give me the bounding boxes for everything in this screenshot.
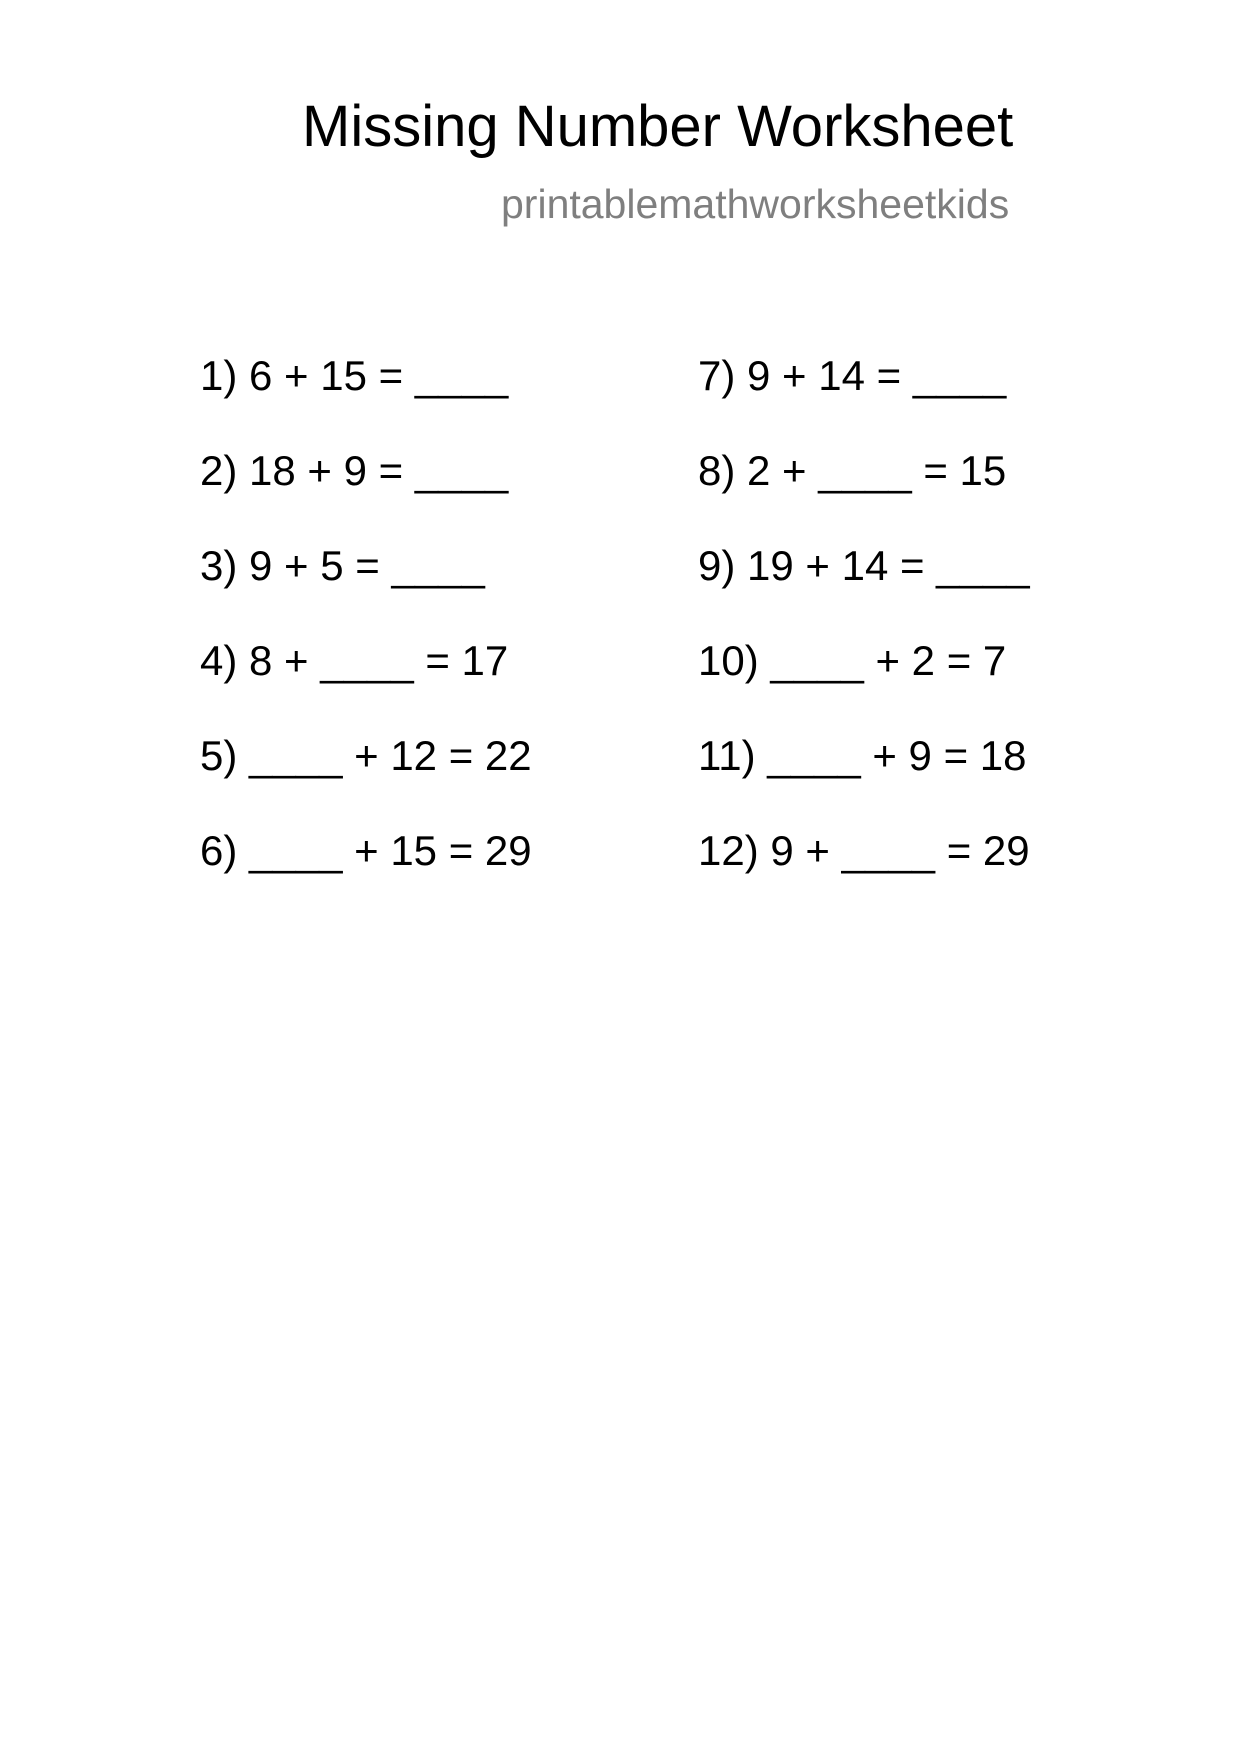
problem-column-left [200,352,532,922]
problem-10: 10) ____ + 2 = 7 [698,637,1007,684]
problem-8: 8) 2 + ____ = 15 [698,447,1007,494]
problem-column-right [698,352,1030,922]
problem-7: 7) 9 + 14 = ____ [698,352,1007,399]
page-subtitle: printablemathworksheetkids [501,181,1010,227]
problem-3: 3) 9 + 5 = ____ [200,542,485,589]
problem-2: 2) 18 + 9 = ____ [200,447,509,494]
problem-4: 4) 8 + ____ = 17 [200,637,509,684]
problem-11: 11) ____ + 9 = 18 [698,732,1027,779]
problem-9: 9) 19 + 14 = ____ [698,542,1030,589]
page-title: Missing Number Worksheet [302,94,1014,159]
problem-6: 6) ____ + 15 = 29 [200,827,532,874]
problem-1: 1) 6 + 15 = ____ [200,352,509,399]
problem-12: 12) 9 + ____ = 29 [698,827,1030,874]
problem-5: 5) ____ + 12 = 22 [200,732,532,779]
